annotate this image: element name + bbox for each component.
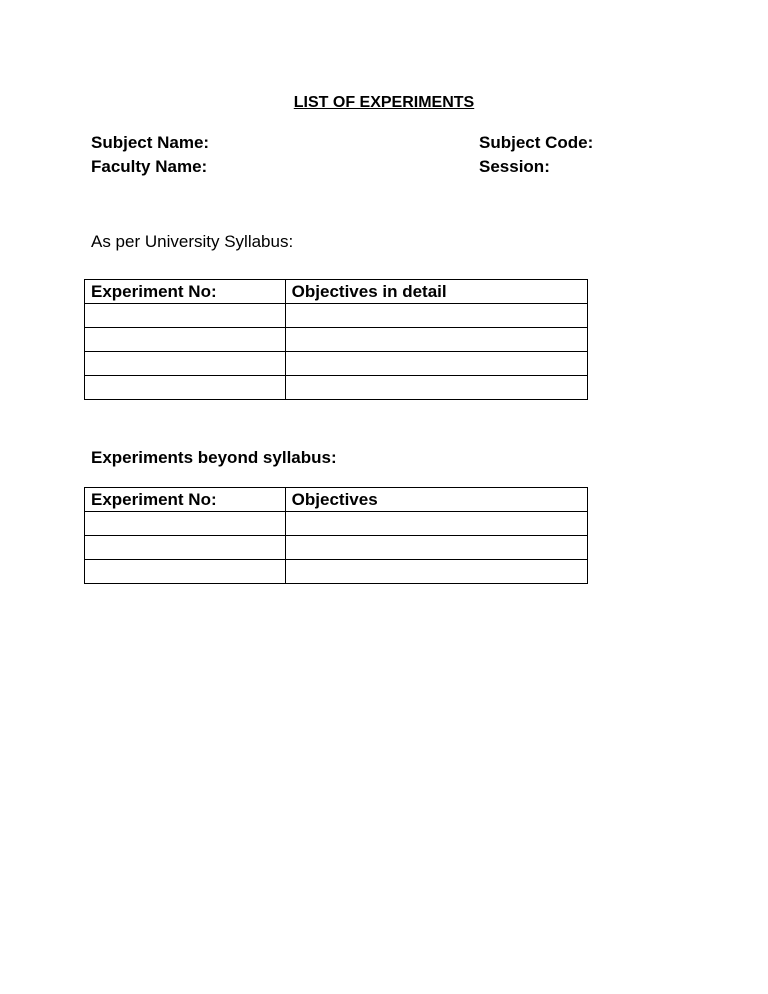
table-cell[interactable]	[85, 376, 286, 400]
column-header-objectives-detail: Objectives in detail	[285, 280, 587, 304]
table-cell[interactable]	[85, 304, 286, 328]
table-cell[interactable]	[285, 560, 587, 584]
table-cell[interactable]	[85, 328, 286, 352]
syllabus-experiments-table	[84, 279, 588, 400]
table-cell[interactable]	[85, 536, 286, 560]
table-cell[interactable]	[85, 512, 286, 536]
table-cell[interactable]	[285, 536, 587, 560]
beyond-syllabus-table	[84, 487, 588, 584]
syllabus-intro-text: As per University Syllabus:	[91, 232, 294, 251]
subject-code-label: Subject Code:	[479, 133, 594, 152]
table-row	[85, 352, 588, 376]
column-header-experiment-no: Experiment No:	[85, 280, 286, 304]
table-row	[85, 376, 588, 400]
table-cell[interactable]	[85, 352, 286, 376]
page-title: LIST OF EXPERIMENTS	[293, 94, 475, 111]
table-row	[85, 536, 588, 560]
table-cell[interactable]	[285, 376, 587, 400]
subject-name-label: Subject Name:	[91, 133, 210, 152]
table-row	[85, 512, 588, 536]
table-row	[85, 304, 588, 328]
table-row	[85, 560, 588, 584]
table-header-row	[85, 280, 588, 304]
column-header-objectives: Objectives	[285, 488, 587, 512]
session-label: Session:	[479, 157, 550, 176]
table-cell[interactable]	[85, 560, 286, 584]
table-header-row	[85, 488, 588, 512]
table-cell[interactable]	[285, 352, 587, 376]
beyond-syllabus-heading: Experiments beyond syllabus:	[91, 448, 337, 467]
faculty-name-label: Faculty Name:	[91, 157, 208, 176]
table-cell[interactable]	[285, 328, 587, 352]
column-header-experiment-no: Experiment No:	[85, 488, 286, 512]
table-row	[85, 328, 588, 352]
table-cell[interactable]	[285, 512, 587, 536]
table-cell[interactable]	[285, 304, 587, 328]
